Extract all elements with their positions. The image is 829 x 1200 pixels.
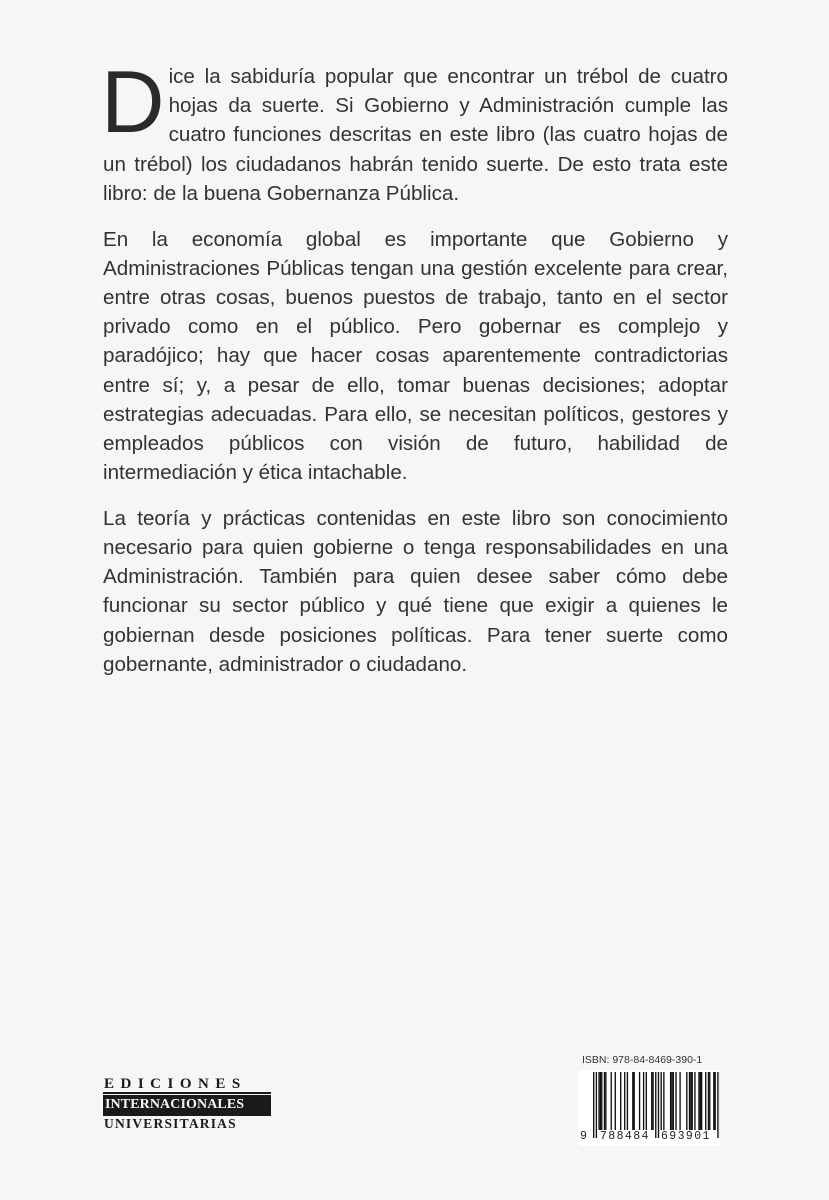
barcode-bar — [717, 1072, 718, 1138]
publisher-logo — [103, 1076, 271, 1131]
publisher-logo-line2: INTERNACIONALES — [103, 1095, 271, 1114]
barcode-bar — [600, 1072, 601, 1130]
barcode-bar — [700, 1072, 701, 1130]
barcode-bar — [639, 1072, 640, 1130]
paragraph-1 — [101, 52, 728, 208]
barcode-bar — [643, 1072, 644, 1130]
barcode-bar — [690, 1072, 691, 1130]
barcode-bar — [658, 1072, 659, 1138]
barcode-bar — [601, 1072, 602, 1130]
barcode-right-digits: 693901 — [661, 1130, 711, 1143]
barcode-bar — [708, 1072, 709, 1130]
barcode-bar — [652, 1072, 653, 1130]
barcode-bar — [705, 1072, 706, 1130]
drop-cap: D — [101, 52, 165, 151]
barcode-first-digit: 9 — [580, 1130, 587, 1143]
barcode-bar — [698, 1072, 699, 1130]
barcode-bar — [651, 1072, 652, 1130]
barcode-bar — [715, 1072, 716, 1130]
barcode-bar — [655, 1072, 656, 1138]
isbn-block — [578, 1054, 720, 1146]
barcode-bar — [701, 1072, 702, 1130]
publisher-logo-line3: UNIVERSITARIAS — [103, 1114, 271, 1131]
barcode-bar — [661, 1072, 662, 1130]
barcode-bar — [671, 1072, 672, 1130]
barcode-bar — [632, 1072, 633, 1130]
back-cover-text — [101, 52, 728, 696]
barcode-bar — [615, 1072, 616, 1130]
barcode-bar — [646, 1072, 647, 1130]
barcode-bar — [596, 1072, 597, 1138]
barcode-bar — [611, 1072, 612, 1130]
barcode-bar — [627, 1072, 628, 1130]
barcode-bar — [689, 1072, 690, 1130]
barcode-bar — [605, 1072, 606, 1130]
barcode-bar — [620, 1072, 621, 1130]
barcode-bar — [670, 1072, 671, 1130]
barcode-bar — [634, 1072, 635, 1130]
barcode-bar — [593, 1072, 594, 1138]
publisher-logo-line1: EDICIONES — [103, 1076, 271, 1094]
barcode-bar — [604, 1072, 605, 1130]
isbn-label: ISBN: 978-84-8469-390-1 — [582, 1054, 703, 1066]
barcode-bar — [694, 1072, 695, 1130]
barcode-bar — [679, 1072, 680, 1130]
barcode-bar — [692, 1072, 693, 1130]
barcode-bar — [598, 1072, 599, 1130]
paragraph-1-text: ice la sabiduría popular que encontrar un trébol de cuatro hojas da suerte. Si Gobierno y Administración cumple las cuatro funciones descritas en este libro (las cuatro hojas de un trébol) los ciudadanos habrán tenido suerte. De esto trata este libro: de la buena Gobernanza Pública. — [103, 65, 728, 205]
barcode-bar — [663, 1072, 664, 1130]
barcode-bar — [675, 1072, 676, 1130]
barcode-left-digits: 788484 — [600, 1130, 650, 1143]
barcode-bar — [686, 1072, 687, 1130]
paragraph-2: En la economía global es importante que Gobierno y Administraciones Públicas tengan una gestión excelente para crear, entre otras cosas, buenos puestos de trabajo, tanto en el sector privado como en el público. Pero gobernar es complejo y paradójico; hay que hacer cosas aparentemente contradictorias entre sí; y, a pesar de ello, tomar buenas decisiones; adoptar estrategias adecuadas. Para ello, se necesitan políticos, gestores y empleados públicos con visión de futuro, habilidad de intermediación y ética intachable. — [103, 227, 728, 485]
barcode — [578, 1070, 720, 1146]
barcode-bar — [624, 1072, 625, 1130]
barcode-bar — [713, 1072, 714, 1130]
paragraph-3: La teoría y prácticas contenidas en este libro son conocimiento necesario para quien gobierne o tenga responsabilidades en una Administración. También para quien desee saber cómo debe funcionar su sector público y qué tiene que exigir a quienes le gobiernan desde posiciones políticas. Para tener suerte como gobernante, administrador o ciudadano. — [103, 506, 728, 676]
barcode-bar — [709, 1072, 710, 1130]
barcode-bar — [673, 1072, 674, 1130]
